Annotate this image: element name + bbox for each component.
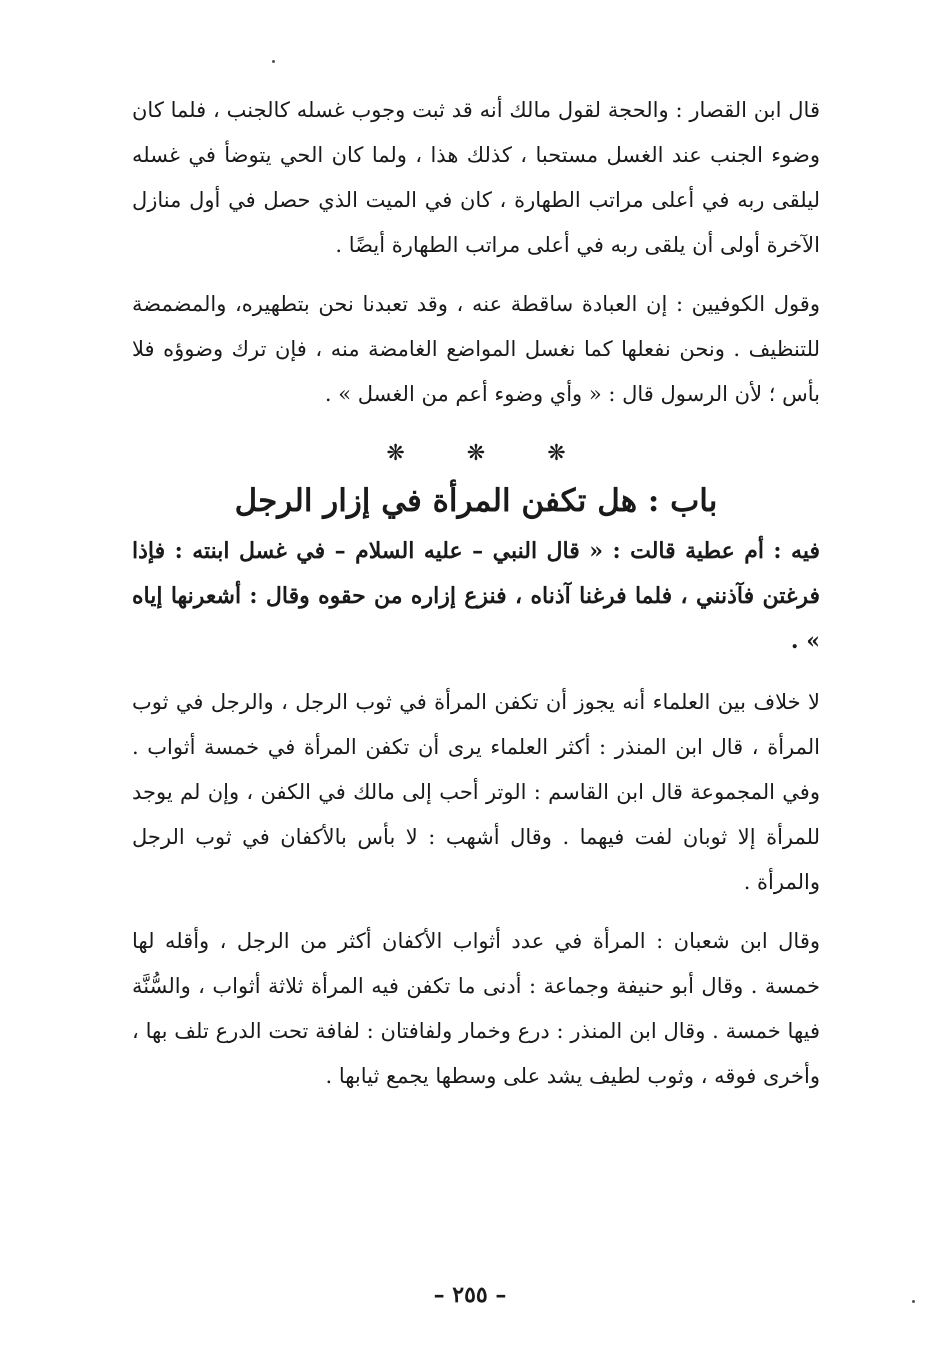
- paragraph-kufiyyin: وقول الكوفيين : إن العبادة ساقطة عنه ، وقد تعبدنا نحن بتطهيره، والمضمضة للتنظيف . ونحن نفعلها كما نغسل المواضع الغامضة منه ، فإن ترك وضوؤه فلا بأس ؛ لأن الرسول قال : « وأي وضوء أعم من الغسل » .: [132, 292, 820, 406]
- star-ornament-icon: ❋: [386, 441, 405, 466]
- paragraph-no-disagreement: لا خلاف بين العلماء أنه يجوز أن تكفن المرأة في ثوب الرجل ، والرجل في ثوب المرأة ، قال ابن المنذر : أكثر العلماء يرى أن تكفن المرأة في خمسة أثواب . وفي المجموعة قال ابن القاسم : الوتر أحب إلى مالك في الكفن ، وإن لم يوجد للمرأة إلا ثوبان لفت فيهما . وقال أشهب : لا بأس بالأكفان في ثوب الرجل والمرأة .: [132, 690, 820, 894]
- chapter-title: باب : هل تكفن المرأة في إزار الرجل: [234, 483, 718, 519]
- section-separator: [132, 439, 820, 469]
- page-number: – ٢٥٥ –: [433, 1282, 507, 1308]
- star-ornament-icon: ❋: [466, 441, 486, 466]
- paragraph-ibn-al-qassar: قال ابن القصار : والحجة لقول مالك أنه قد ثبت وجوب غسله كالجنب ، فلما كان وضوء الجنب عند الغسل مستحبا ، كذلك هذا ، ولما كان الحي يتوضأ في غسله ليلقى ربه في أعلى مراتب الطهارة ، كان في الميت الذي حصل في أول منازل الآخرة أولى أن يلقى ربه في أعلى مراتب الطهارة أيضًا .: [132, 98, 820, 257]
- paragraph-ibn-shaban: وقال ابن شعبان : المرأة في عدد أثواب الأكفان أكثر من الرجل ، وأقله لها خمسة . وقال أبو حنيفة وجماعة : أدنى ما تكفن فيه المرأة ثلاثة أثواب ، والسُّنَّة فيها خمسة . وقال ابن المنذر : درع وخمار ولفافتان : لفافة تحت الدرع تلف بها ، وأخرى فوقه ، وثوب لطيف يشد على وسطها يجمع ثيابها .: [132, 929, 820, 1088]
- page-body: [132, 88, 820, 1099]
- scan-speck: [272, 60, 275, 63]
- star-ornament-icon: ❋: [547, 441, 566, 466]
- hadith-text: فيه : أم عطية قالت : « قال النبي – عليه السلام – في غسل ابنته : فإذا فرغتن فآذنني ، فلما فرغنا آذناه ، فنزع إزاره من حقوه وقال : أشعرنها إياه » .: [132, 538, 820, 654]
- scan-speck: [912, 1300, 915, 1303]
